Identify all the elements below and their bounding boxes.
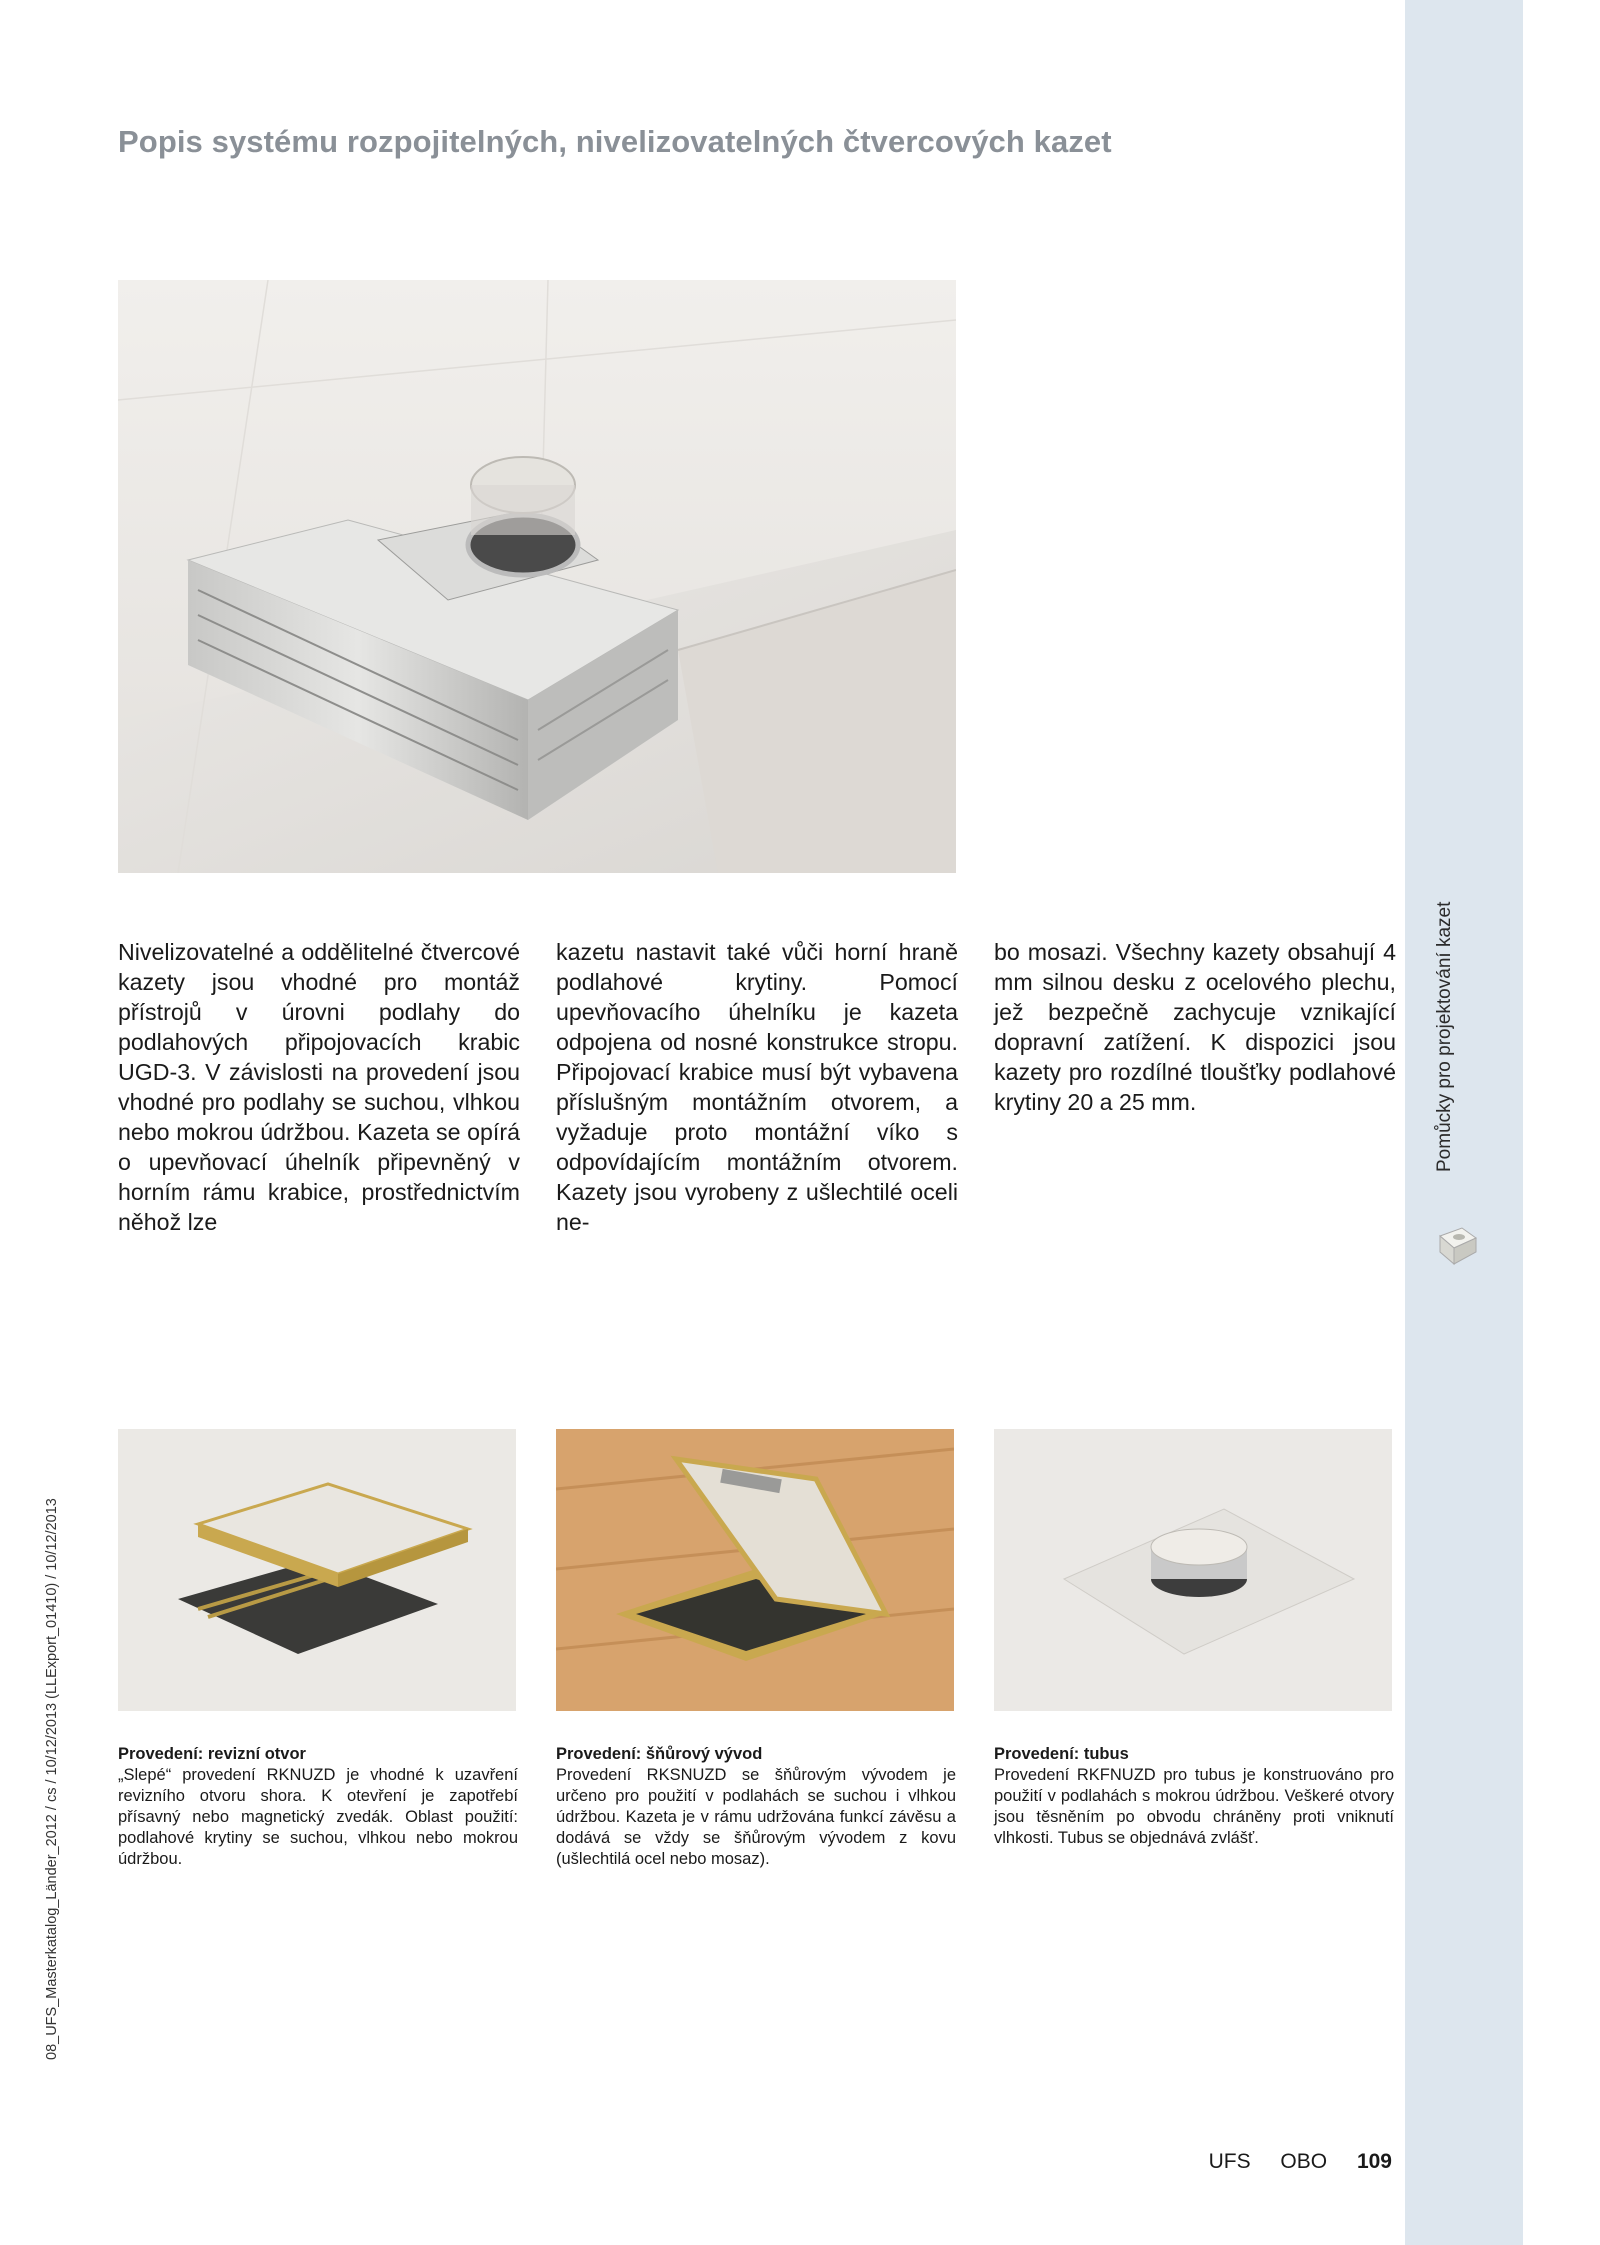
caption-text: Provedení RKSNUZD se šňůrovým vývodem je určeno pro použití v podlahách se suchou i vlhkou údržbou. Kazeta je v rámu udržována funkcí závěsu a dodává se vždy se šňůrovým vývodem z kovu (ušlechtilá ocel nebo mosaz).	[556, 1766, 956, 1868]
page-footer	[1185, 2150, 1392, 2174]
blind-cassette-image	[118, 1429, 516, 1711]
caption-title: Provedení: tubus	[994, 1745, 1129, 1763]
body-text-column-2: kazetu nastavit také vůči horní hraně podlahové krytiny. Pomocí upevňovacího úhelníku je kazeta odpojena od nosné konstrukce stropu. Připojovací krabice musí být vybavena příslušným montážním otvorem, a vyžaduje proto montážní víko s odpovídajícím montážním otvorem. Kazety jsou vyrobeny z ušlechtilé oceli ne-	[556, 939, 958, 1235]
right-sidebar	[1405, 0, 1523, 2245]
hero-floor-box-image	[118, 280, 956, 873]
caption-cord-outlet	[556, 1744, 956, 1870]
caption-text: „Slepé“ provedení RKNUZD je vhodné k uzavření revizního otvoru shora. K otevření je zapotřebí přísavný nebo magnetický zvedák. Oblast použití: podlahové krytiny se suchou, vlhkou nebo mokrou údržbou.	[118, 1766, 518, 1868]
footer-brand-ufs: UFS	[1208, 2150, 1251, 2173]
print-reference: 08_UFS_Masterkatalog_Länder_2012 / cs / 10/12/2013 (LLExport_01410) / 10/12/2013	[44, 1498, 60, 2060]
body-text-column-1: Nivelizovatelné a oddělitelné čtvercové kazety jsou vhodné pro montáž přístrojů v úrovni podlahy do podlahových připojovacích krabic UGD-3. V závislosti na provedení jsou vhodné pro podlahy se suchou, vlhkou nebo mokrou údržbou. Kazeta se opírá o upevňovací úhelník připevněný v horním rámu krabice, prostřednictvím něhož lze	[118, 939, 520, 1235]
caption-title: Provedení: revizní otvor	[118, 1745, 306, 1763]
page-title: Popis systému rozpojitelných, nivelizovatelných čtvercových kazet	[118, 124, 1112, 159]
body-text-column-3: bo mosazi. Všechny kazety obsahují 4 mm silnou desku z ocelového plechu, jež bezpečně zachycuje vznikající dopravní zatížení. K dispozici jsou kazety pro rozdílné tloušťky podlahové krytiny 20 a 25 mm.	[994, 939, 1396, 1115]
caption-tube	[994, 1744, 1394, 1849]
page-number: 109	[1356, 2150, 1392, 2173]
caption-blind	[118, 1744, 518, 1870]
side-section-label: Pomůcky pro projektování kazet	[1434, 901, 1455, 1172]
cord-outlet-cassette-image	[556, 1429, 954, 1711]
caption-text: Provedení RKFNUZD pro tubus je konstruováno pro použití v podlahách s mokrou údržbou. Veškeré otvory jsou těsněním po obvodu chráněny proti vniknutí vlhkosti. Tubus se objednává zvlášť.	[994, 1766, 1394, 1847]
cassette-icon	[1432, 1222, 1482, 1268]
caption-title: Provedení: šňůrový vývod	[556, 1745, 763, 1763]
tube-cassette-image	[994, 1429, 1392, 1711]
footer-brand-obo: OBO	[1280, 2150, 1328, 2173]
